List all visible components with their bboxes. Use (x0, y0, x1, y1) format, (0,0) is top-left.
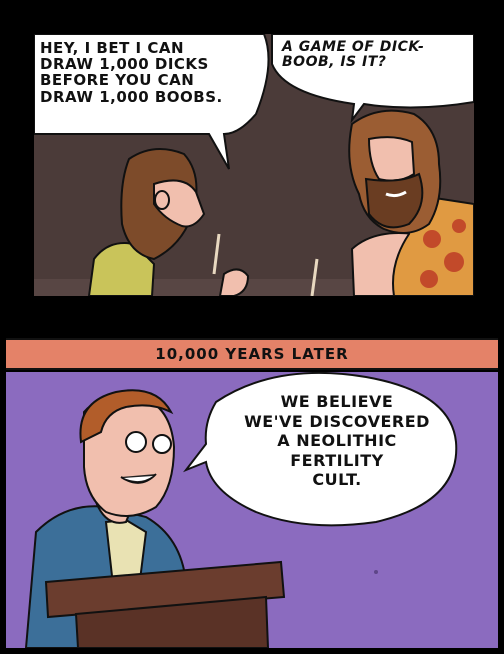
caveman-right-speech: A GAME OF DICK- BOOB, IS IT? (282, 39, 425, 71)
caveman-right (312, 111, 474, 296)
caveman-left-speech: HEY, I BET I CAN DRAW 1,000 DICKS BEFORE YOU CAN DRAW 1,000 BOOBS. (40, 39, 223, 106)
panel-cave (34, 34, 474, 296)
panel-scientist (6, 372, 498, 648)
scientist-speech: WE BELIEVE WE'VE DISCOVERED A NEOLITHIC FERTILITY CULT. (244, 392, 430, 490)
caption-bar: 10,000 YEARS LATER (6, 338, 498, 370)
caveman-left (89, 149, 248, 296)
